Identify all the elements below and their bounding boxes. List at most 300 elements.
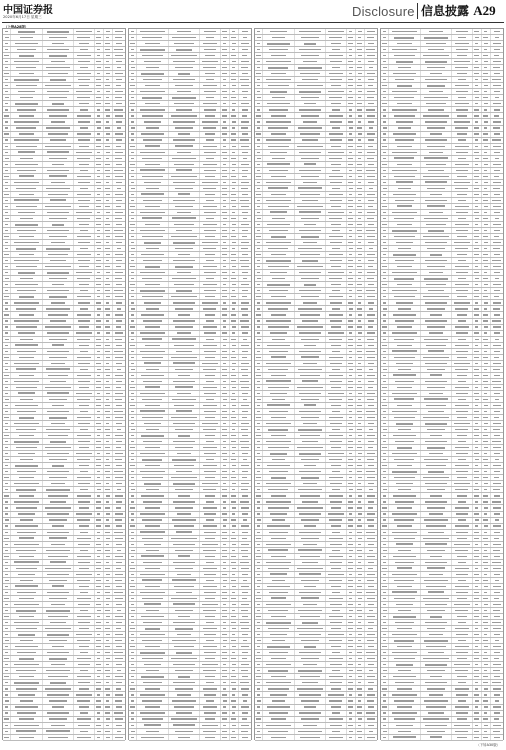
text-line-mark <box>145 284 161 285</box>
text-line-mark <box>49 537 68 539</box>
text-line-mark <box>96 682 101 683</box>
text-line-mark <box>176 351 192 352</box>
text-line-mark <box>131 109 135 110</box>
table-cell <box>137 138 169 143</box>
text-line-mark <box>205 737 215 738</box>
table-cell <box>169 668 201 673</box>
text-line-mark <box>330 121 341 122</box>
table-cell <box>255 59 263 64</box>
text-line-mark <box>20 700 33 701</box>
table-cell <box>347 119 356 124</box>
table-cell <box>200 705 220 710</box>
text-line-mark <box>130 646 135 647</box>
text-line-mark <box>116 646 122 647</box>
text-line-mark <box>348 562 353 563</box>
table-cell <box>230 481 239 486</box>
table-cell <box>129 228 137 233</box>
table-cell <box>137 312 169 317</box>
table-cell <box>200 306 220 311</box>
table-cell <box>11 439 43 444</box>
text-line-mark <box>16 730 36 732</box>
table-cell <box>347 518 356 523</box>
table-cell <box>326 439 346 444</box>
text-line-mark <box>49 700 66 701</box>
table-cell <box>295 276 327 281</box>
text-line-mark <box>329 55 343 56</box>
text-line-mark <box>106 302 109 303</box>
text-line-mark <box>145 507 159 509</box>
table-cell <box>74 337 94 342</box>
table-cell <box>295 481 327 486</box>
text-line-mark <box>203 688 217 689</box>
text-line-mark <box>130 568 134 569</box>
table-cell <box>95 192 104 197</box>
table-cell <box>263 493 295 498</box>
text-line-mark <box>348 387 352 388</box>
table-cell <box>230 325 239 330</box>
text-line-mark <box>97 73 100 74</box>
text-line-mark <box>205 435 215 436</box>
text-line-mark <box>175 731 192 732</box>
text-line-mark <box>173 423 194 424</box>
table-cell <box>129 548 137 553</box>
table-cell <box>43 222 75 227</box>
text-line-mark <box>49 37 66 38</box>
table-cell <box>113 638 125 643</box>
text-line-mark <box>257 152 259 153</box>
text-line-mark <box>357 471 362 472</box>
text-line-mark <box>144 182 161 183</box>
table-cell <box>365 325 377 330</box>
text-line-mark <box>131 513 135 514</box>
text-line-mark <box>332 127 341 128</box>
table-cell <box>95 385 104 390</box>
text-line-mark <box>203 206 217 207</box>
text-line-mark <box>116 139 123 140</box>
table-cell <box>95 421 104 426</box>
table-cell <box>74 282 94 287</box>
table-cell <box>230 319 239 324</box>
table-cell <box>255 584 263 589</box>
text-line-mark <box>5 284 8 285</box>
text-line-mark <box>77 339 90 340</box>
text-line-mark <box>16 610 36 612</box>
text-line-mark <box>271 417 285 418</box>
text-line-mark <box>115 332 124 333</box>
text-line-mark <box>231 441 236 442</box>
table-cell <box>104 686 113 691</box>
table-cell <box>356 126 365 131</box>
text-line-mark <box>242 652 249 653</box>
table-cell <box>239 674 251 679</box>
table-cell <box>255 204 263 209</box>
table-cell <box>74 481 94 486</box>
text-line-mark <box>144 121 161 123</box>
text-line-mark <box>142 399 162 400</box>
table-cell <box>74 95 94 100</box>
text-line-mark <box>223 622 227 623</box>
table-row <box>129 735 251 741</box>
table-cell <box>169 71 201 76</box>
table-cell <box>43 560 75 565</box>
table-cell <box>365 433 377 438</box>
table-cell <box>11 174 43 179</box>
text-line-mark <box>203 489 216 490</box>
table-cell <box>95 656 104 661</box>
table-cell <box>356 427 365 432</box>
table-cell <box>137 644 169 649</box>
text-line-mark <box>48 495 68 496</box>
table-cell <box>137 210 169 215</box>
table-cell <box>74 216 94 221</box>
text-line-mark <box>140 332 164 333</box>
table-cell <box>365 451 377 456</box>
text-line-mark <box>105 67 110 68</box>
table-cell <box>104 680 113 685</box>
table-cell <box>95 83 104 88</box>
text-line-mark <box>142 37 162 38</box>
table-cell <box>230 53 239 58</box>
table-cell <box>3 692 11 697</box>
table-cell <box>3 325 11 330</box>
table-cell <box>11 680 43 685</box>
table-cell <box>3 686 11 691</box>
text-line-mark <box>358 441 361 442</box>
table-cell <box>3 620 11 625</box>
table-cell <box>95 457 104 462</box>
table-cell <box>137 433 169 438</box>
table-cell <box>356 596 365 601</box>
text-line-mark <box>115 55 123 56</box>
table-cell <box>137 156 169 161</box>
table-cell <box>255 487 263 492</box>
table-cell <box>295 156 327 161</box>
table-cell <box>95 379 104 384</box>
table-cell <box>169 723 201 728</box>
text-line-mark <box>177 513 191 514</box>
table-cell <box>43 403 75 408</box>
table-cell <box>3 505 11 510</box>
table-cell <box>221 626 230 631</box>
table-cell <box>104 457 113 462</box>
text-line-mark <box>223 562 227 563</box>
table-cell <box>239 312 251 317</box>
table-cell <box>221 138 230 143</box>
table-cell <box>200 668 220 673</box>
table-cell <box>263 566 295 571</box>
table-cell <box>169 180 201 185</box>
text-line-mark <box>5 43 8 44</box>
table-cell <box>221 35 230 40</box>
table-cell <box>230 132 239 137</box>
table-cell <box>3 379 11 384</box>
text-line-mark <box>45 628 71 629</box>
text-line-mark <box>19 55 33 57</box>
text-line-mark <box>5 507 8 508</box>
text-line-mark <box>48 133 68 134</box>
text-line-mark <box>105 731 110 732</box>
text-line-mark <box>20 580 33 581</box>
text-line-mark <box>117 670 122 671</box>
table-cell <box>113 216 125 221</box>
table-cell <box>43 240 75 245</box>
table-cell <box>104 258 113 263</box>
text-line-mark <box>223 339 227 340</box>
text-line-mark <box>131 254 134 255</box>
table-cell <box>74 306 94 311</box>
table-cell <box>326 83 346 88</box>
text-line-mark <box>368 182 374 183</box>
table-cell <box>113 487 125 492</box>
table-cell <box>113 536 125 541</box>
table-cell <box>137 258 169 263</box>
text-line-mark <box>242 477 247 478</box>
table-cell <box>104 620 113 625</box>
text-line-mark <box>78 501 90 502</box>
table-cell <box>169 89 201 94</box>
table-cell <box>129 138 137 143</box>
table-cell <box>3 650 11 655</box>
table-cell <box>104 144 113 149</box>
table-cell <box>129 705 137 710</box>
text-line-mark <box>96 260 101 261</box>
table-cell <box>230 150 239 155</box>
text-line-mark <box>5 152 7 153</box>
text-line-mark <box>131 725 133 726</box>
table-cell <box>137 95 169 100</box>
table-cell <box>137 53 169 58</box>
table-cell <box>200 126 220 131</box>
text-line-mark <box>241 610 248 611</box>
text-line-mark <box>78 562 90 563</box>
table-cell <box>221 608 230 613</box>
text-line-mark <box>143 200 162 201</box>
text-line-mark <box>130 103 135 104</box>
text-line-mark <box>223 224 226 225</box>
table-cell <box>113 204 125 209</box>
text-line-mark <box>358 459 361 460</box>
text-line-mark <box>299 411 322 412</box>
table-cell <box>169 530 201 535</box>
text-line-mark <box>257 158 261 159</box>
text-line-mark <box>97 67 101 68</box>
table-cell <box>255 186 263 191</box>
text-line-mark <box>79 706 89 707</box>
table-cell <box>239 421 251 426</box>
text-line-mark <box>257 272 259 273</box>
table-cell <box>263 343 295 348</box>
text-line-mark <box>256 254 261 255</box>
text-line-mark <box>266 380 292 382</box>
text-line-mark <box>367 133 375 134</box>
text-line-mark <box>5 483 9 484</box>
text-line-mark <box>358 435 362 436</box>
text-line-mark <box>329 598 343 599</box>
text-line-mark <box>5 351 8 352</box>
table-cell <box>230 584 239 589</box>
text-line-mark <box>299 393 320 394</box>
text-line-mark <box>97 49 101 50</box>
text-line-mark <box>96 339 101 340</box>
table-cell <box>43 439 75 444</box>
text-line-mark <box>97 676 100 677</box>
text-line-mark <box>231 296 236 297</box>
table-cell <box>3 608 11 613</box>
table-cell <box>230 276 239 281</box>
text-line-mark <box>141 495 164 496</box>
table-cell <box>3 119 11 124</box>
text-line-mark <box>96 242 101 243</box>
table-cell <box>295 439 327 444</box>
text-line-mark <box>141 616 164 617</box>
text-line-mark <box>367 417 375 418</box>
table-cell <box>356 162 365 167</box>
table-cell <box>221 711 230 716</box>
text-line-mark <box>77 718 91 719</box>
table-cell <box>43 409 75 414</box>
text-line-mark <box>328 272 344 273</box>
text-line-mark <box>257 568 260 569</box>
text-line-mark <box>222 592 227 593</box>
text-line-mark <box>205 254 215 255</box>
text-line-mark <box>48 616 68 617</box>
text-line-mark <box>232 212 235 213</box>
text-line-mark <box>299 31 320 32</box>
text-line-mark <box>206 640 215 641</box>
table-cell <box>43 505 75 510</box>
text-line-mark <box>97 332 100 333</box>
text-line-mark <box>78 260 90 261</box>
text-line-mark <box>106 182 109 183</box>
table-cell <box>326 222 346 227</box>
text-line-mark <box>46 368 70 370</box>
table-cell <box>11 397 43 402</box>
table-cell <box>74 518 94 523</box>
table-cell <box>200 554 220 559</box>
table-cell <box>137 168 169 173</box>
text-line-mark <box>96 519 101 520</box>
table-cell <box>137 638 169 643</box>
text-line-mark <box>257 290 260 291</box>
table-cell <box>255 101 263 106</box>
table-cell <box>356 457 365 462</box>
text-line-mark <box>116 544 122 545</box>
text-line-mark <box>241 363 250 364</box>
table-cell <box>74 680 94 685</box>
table-cell <box>347 536 356 541</box>
table-cell <box>113 246 125 251</box>
table-cell <box>104 644 113 649</box>
table-cell <box>129 337 137 342</box>
text-line-mark <box>203 266 217 267</box>
table-cell <box>347 530 356 535</box>
text-line-mark <box>173 603 194 605</box>
text-line-mark <box>257 85 260 86</box>
text-line-mark <box>49 519 66 520</box>
text-line-mark <box>80 67 89 68</box>
text-line-mark <box>47 151 68 153</box>
text-line-mark <box>142 97 162 99</box>
table-cell <box>3 729 11 734</box>
text-line-mark <box>80 411 88 412</box>
table-cell <box>129 343 137 348</box>
table-cell <box>221 379 230 384</box>
text-line-mark <box>206 97 215 98</box>
text-line-mark <box>242 598 247 599</box>
text-line-mark <box>106 477 110 478</box>
table-cell <box>137 240 169 245</box>
table-cell <box>11 186 43 191</box>
table-cell <box>347 361 356 366</box>
table-cell <box>129 433 137 438</box>
text-line-mark <box>79 146 89 147</box>
text-line-mark <box>140 712 166 713</box>
text-line-mark <box>19 254 35 255</box>
table-cell <box>74 29 94 34</box>
text-line-mark <box>4 676 9 677</box>
table-cell <box>74 499 94 504</box>
table-cell <box>74 379 94 384</box>
table-cell <box>200 35 220 40</box>
text-line-mark <box>131 200 134 201</box>
text-line-mark <box>116 266 121 267</box>
table-cell <box>295 427 327 432</box>
table-cell <box>295 403 327 408</box>
table-column-1 <box>2 28 126 740</box>
table-cell <box>129 53 137 58</box>
table-cell <box>365 144 377 149</box>
table-cell <box>356 481 365 486</box>
table-cell <box>326 29 346 34</box>
text-line-mark <box>96 121 101 122</box>
table-cell <box>95 536 104 541</box>
text-line-mark <box>332 109 340 110</box>
text-line-mark <box>115 357 123 358</box>
table-cell <box>356 590 365 595</box>
table-cell <box>137 632 169 637</box>
table-cell <box>356 270 365 275</box>
table-cell <box>263 204 295 209</box>
table-cell <box>95 180 104 185</box>
text-line-mark <box>143 441 162 442</box>
text-line-mark <box>79 405 89 406</box>
text-line-mark <box>45 568 71 569</box>
text-line-mark <box>332 489 341 490</box>
table-cell <box>137 150 169 155</box>
table-cell <box>263 319 295 324</box>
text-line-mark <box>5 164 8 165</box>
table-cell <box>255 119 263 124</box>
table-cell <box>347 276 356 281</box>
table-cell <box>255 385 263 390</box>
text-line-mark <box>367 357 375 358</box>
text-line-mark <box>77 375 92 376</box>
table-cell <box>221 644 230 649</box>
text-line-mark <box>16 85 37 86</box>
table-cell <box>113 319 125 324</box>
table-cell <box>239 493 251 498</box>
text-line-mark <box>231 97 236 98</box>
text-line-mark <box>202 363 218 364</box>
table-cell <box>263 186 295 191</box>
text-line-mark <box>106 133 110 134</box>
table-cell <box>137 409 169 414</box>
text-line-mark <box>131 381 134 382</box>
table-cell <box>295 258 327 263</box>
text-line-mark <box>302 501 318 503</box>
text-line-mark <box>142 158 162 159</box>
text-line-mark <box>5 146 8 147</box>
